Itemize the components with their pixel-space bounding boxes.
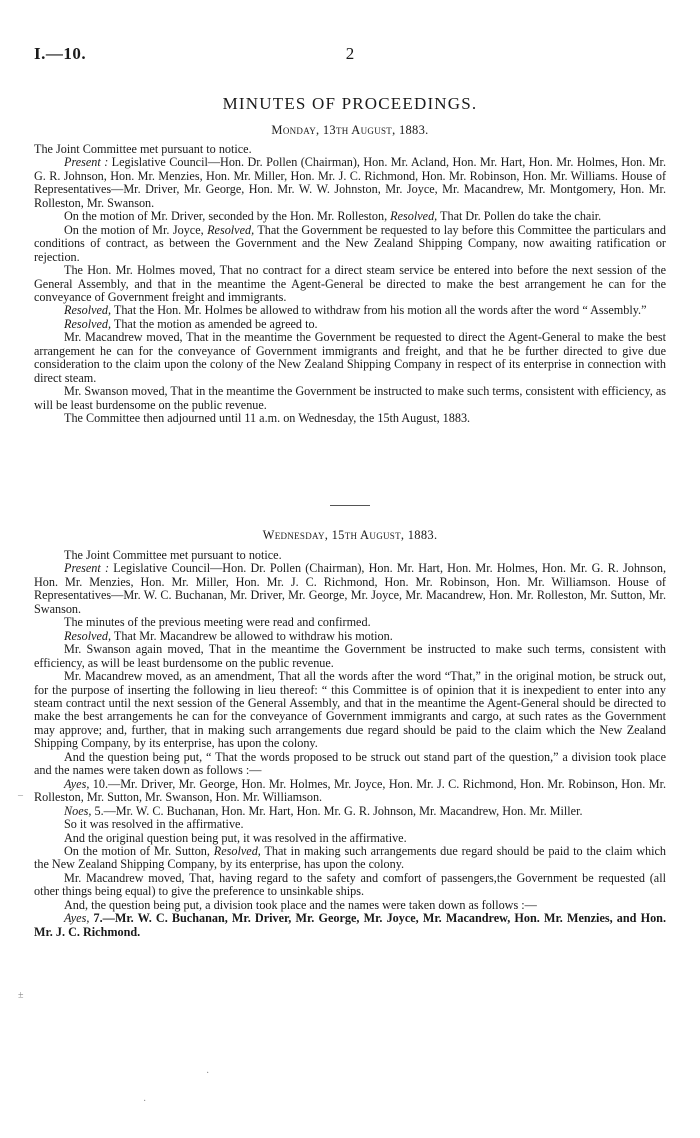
ayes-names: 7.—Mr. W. C. Buchanan, Mr. Driver, Mr. George, Mr. Joyce, Mr. Macandrew, Hon. Mr. Menzies, and Hon. Mr. J. C. Richmond. [34,911,666,939]
minute-text: That in making such arrangements due regard should be paid to the claim which the New Zealand Shipping Company, by its enterprise, has upon the colony. [34,843,666,872]
present-label: Present : [64,155,109,170]
opening-text: The Joint Committee met pursuant to notice. [34,142,252,156]
minute-text: Mr. Macandrew moved, That in the meantime the Government be requested to direct the Agent-General to make the best arrangement he can for the conveyance of Government immigrants and freight, and that he be further directed to give due consideration to the claim upon the colony of the New Zealand Shipping Company in respect of its enterprise in connection with direct steam. [34,330,666,385]
minute-paragraph [34,818,666,831]
question-paragraph [34,751,666,778]
meeting-date-13-august: Monday, 13th August, 1883. [271,123,429,137]
minute-paragraph [34,318,666,331]
ayes-label: Ayes, [64,911,90,926]
page-title: MINUTES OF PROCEEDINGS. [222,94,478,113]
noes-names: 5.—Mr. W. C. Buchanan, Hon. Mr. Hart, Hon. Mr. G. R. Johnson, Mr. Macandrew, Hon. Mr. Miller. [91,803,583,818]
ayes-label: Ayes, [64,776,90,791]
amendment-paragraph [34,670,666,751]
minute-text: Mr. Swanson moved, That in the meantime the Government be instructed to make such terms, consistent with efficiency, as will be least burdensome on the public revenue. [34,384,666,412]
minute-text: Mr. Macandrew moved, That, having regard to the safety and comfort of passengers,the Government be requested (all other things being equal) to give the preference to unsinkable ships. [34,870,666,899]
opening-line [34,549,666,562]
minute-paragraph [34,630,666,643]
minute-text: Mr. Swanson again moved, That in the meantime the Government be instructed to make such terms, consistent with efficiency, as will be least burdensome on the public revenue. [34,642,666,670]
resolved-label: Resolved, [213,843,261,858]
minute-paragraph [34,264,666,304]
ayes-list [34,912,666,939]
minute-paragraph [34,616,666,629]
meeting-1-minutes [34,143,666,426]
document-id: I.—10. [34,44,87,63]
noes-label: Noes, [64,803,92,818]
minute-paragraph [34,224,666,264]
section-divider [330,505,370,506]
minute-paragraph [34,210,666,223]
noes-list [34,805,666,818]
minute-paragraph [34,385,666,412]
meeting-2-minutes [34,549,666,939]
minute-paragraph [34,845,666,872]
scan-speck: · [206,1068,210,1079]
minute-text: The Committee then adjourned until 11 a.m. on Wednesday, the 15th August, 1883. [64,411,471,426]
minute-text: On the motion of Mr. Driver, seconded by the Hon. Mr. Rolleston, [64,209,391,224]
minute-text: That Dr. Pollen do take the chair. [437,209,602,224]
minute-text: And, the question being put, a division took place and the names were taken down as follows :— [64,897,537,912]
meeting-date-15-august: Wednesday, 15th August, 1883. [262,528,438,542]
margin-mark: ± [18,990,24,1001]
minute-text: The Hon. Mr. Holmes moved, That no contract for a direct steam service be entered into before the next session of the General Assembly, and that in the meantime the Agent-General be directed to make the best arrangement he can for the conveyance of Government freight and immigrants. [34,263,666,304]
resolved-label: Resolved, [207,222,255,237]
running-head [34,44,666,68]
minute-paragraph [34,643,666,670]
minute-paragraph [34,304,666,317]
opening-line [34,143,666,156]
minute-text: So it was resolved in the affirmative. [64,817,244,832]
adjournment-paragraph [34,412,666,425]
ayes-names: 10.—Mr. Driver, Mr. George, Hon. Mr. Holmes, Mr. Joyce, Hon. Mr. J. C. Richmond, Hon. Mr. Robinson, Hon. Mr. Rolleston, Mr. Sutton, Mr. Swanson, Hon. Mr. Williamson. [34,776,666,805]
opening-text: The Joint Committee met pursuant to notice. [64,548,282,562]
minute-text: On the motion of Mr. Sutton, [64,843,214,858]
minute-text: The minutes of the previous meeting were read and confirmed. [64,615,371,630]
minute-text: Mr. Macandrew moved, as an amendment, That all the words after the word “That,” in the original motion, be struck out, for the purpose of inserting the following in lieu thereof: “ this Committee is of opinion that it is inexpedient to enter into any steam contract until the next session of the General Assembly, and that in the meantime the Agent-General should be directed to make the best arrangements he can for the conveyance of Government immigrants and cargo, at such rates as the Government may approve; and, further, that in making such arrangements due regard should be paid to the claim which the New Zealand Shipping Company, by its enterprise, has upon the colony. [34,669,666,751]
ayes-list [34,778,666,805]
resolved-label: Resolved, [64,316,112,331]
minute-text: On the motion of Mr. Joyce, [64,222,208,237]
scan-speck: · [143,1096,147,1107]
minute-text: That Mr. Macandrew be allowed to withdraw his motion. [111,628,393,643]
resolved-label: Resolved, [64,628,112,643]
resolved-label: Resolved, [390,209,438,224]
present-text: Legislative Council—Hon. Dr. Pollen (Chairman), Hon. Mr. Acland, Hon. Mr. Hart, Hon. Mr. Holmes, Hon. Mr. G. R. Johnson, Hon. Mr. Menzies, Hon. Mr. Miller, Hon. Mr. J. C. Richmond, Hon. Mr. Robinson, Hon. Mr. Williams. House of Representatives—Mr. Driver, Mr. George, Hon. Mr. W. W. Johnston, Mr. Joyce, Mr. Macandrew, Mr. Montgomery, Hon. Mr. Rolleston, Mr. Swanson. [34,155,666,210]
present-paragraph [34,156,666,210]
minute-text: That the Hon. Mr. Holmes be allowed to withdraw from his motion all the words after the word “ Assembly.” [111,303,647,318]
minute-paragraph [34,331,666,385]
present-text: Legislative Council—Hon. Dr. Pollen (Chairman), Hon. Mr. Hart, Hon. Mr. Holmes, Hon. Mr. G. R. Johnson, Hon. Mr. Menzies, Hon. Mr. Miller, Hon. Mr. J. C. Richmond, Hon. Mr. Robinson, Hon. Mr. Williamson. House of Representatives—Mr. W. C. Buchanan, Mr. Driver, Mr. George, Mr. Joyce, Mr. Macandrew, Hon. Mr. Rolleston, Mr. Sutton, Mr. Swanson. [34,561,666,616]
page-number: 2 [345,44,355,63]
present-label: Present : [64,561,110,576]
margin-mark: – [18,790,23,801]
minute-text: And the question being put, “ That the words proposed to be struck out stand part of the question,” a division took place and the names were taken down as follows :— [34,749,666,778]
minute-paragraph [34,832,666,845]
minute-paragraph [34,899,666,912]
present-paragraph [34,562,666,616]
minute-text: And the original question being put, it was resolved in the affirmative. [64,830,407,845]
minute-paragraph [34,872,666,899]
resolved-label: Resolved, [64,303,112,318]
minute-text: That the Government be requested to lay before this Committee the particulars and conditions of contract, as between the Government and the New Zealand Shipping Company, now awaiting ratification or rejection. [34,222,666,264]
minute-text: That the motion as amended be agreed to. [111,316,318,331]
